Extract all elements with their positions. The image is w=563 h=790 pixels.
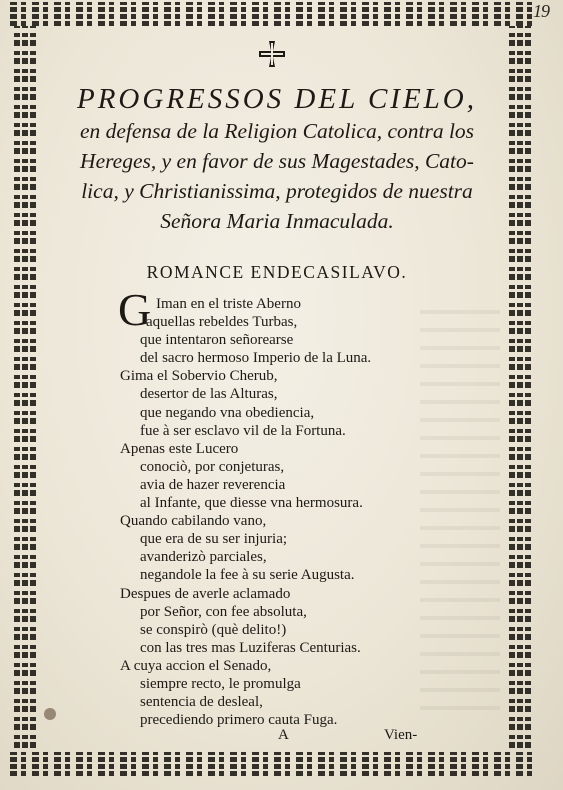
poem-line: conociò, por conjeturas, <box>140 458 285 475</box>
catchword: Vien- <box>384 727 418 743</box>
title-line: lica, y Christianissima, protegidos de nuestra <box>81 179 473 203</box>
poem-line: Despues de averle aclamado <box>120 585 291 602</box>
poem-line: siempre recto, le promulga <box>140 675 301 692</box>
poem-line: desertor de las Alturas, <box>140 386 278 403</box>
poem-line: Quando cabilando vano, <box>120 513 267 530</box>
page-title <box>52 82 502 236</box>
poem-line: por Señor, con fee absoluta, <box>140 603 307 620</box>
title-line: Hereges, y en favor de sus Magestades, Cato- <box>80 149 474 173</box>
ornamental-border-right <box>509 26 535 748</box>
page-number: 19 <box>533 1 549 21</box>
ornamental-border-left <box>14 26 40 748</box>
title-line: en defensa de la Religion Catolica, contra los <box>79 119 475 143</box>
poem-text <box>120 295 420 729</box>
poem-line: que era de su ser injuria; <box>140 531 288 548</box>
poem-line: se conspirò (què delito!) <box>140 621 287 638</box>
ink-stain <box>44 708 56 720</box>
drop-cap: G <box>118 284 152 335</box>
poem-line: A cuya accion el Senado, <box>120 657 272 674</box>
poem-line: que intentaron señorearse <box>140 332 294 349</box>
title-line: Señora Maria Inmaculada. <box>160 209 394 233</box>
poem-line: avia de hazer reverencia <box>140 476 286 493</box>
show-through-text <box>420 300 500 720</box>
cross-pattee-icon <box>258 40 286 68</box>
ornamental-border-bottom <box>10 752 532 776</box>
ornamental-border-top <box>10 2 532 26</box>
poem-line: aquellas rebeldes Turbas, <box>146 314 298 331</box>
poem-line: Apenas este Lucero <box>120 440 239 457</box>
poem-line: precediendo primero cauta Fuga. <box>140 712 338 729</box>
poem-line: que negando vna obediencia, <box>140 404 315 421</box>
title-head: PROGRESSOS DEL CIELO, <box>77 83 477 115</box>
poem-line: sentencia de desleal, <box>140 694 263 711</box>
poem-line: con las tres mas Luziferas Centurias. <box>140 639 361 656</box>
poem-line: al Infante, que diesse vna hermosura. <box>140 495 363 512</box>
poem-line: avanderizò parciales, <box>140 549 267 566</box>
poem-line: fue à ser esclavo vil de la Fortuna. <box>140 422 346 439</box>
poem-line: Iman en el triste Aberno <box>156 296 301 312</box>
section-heading: ROMANCE ENDECASILAVO. <box>146 262 408 282</box>
signature-mark: A <box>278 727 289 743</box>
poem-line: del sacro hermoso Imperio de la Luna. <box>140 350 372 367</box>
poem-line: negandole la fee à su serie Augusta. <box>140 567 355 584</box>
poem-line: Gima el Sobervio Cherub, <box>120 368 278 385</box>
